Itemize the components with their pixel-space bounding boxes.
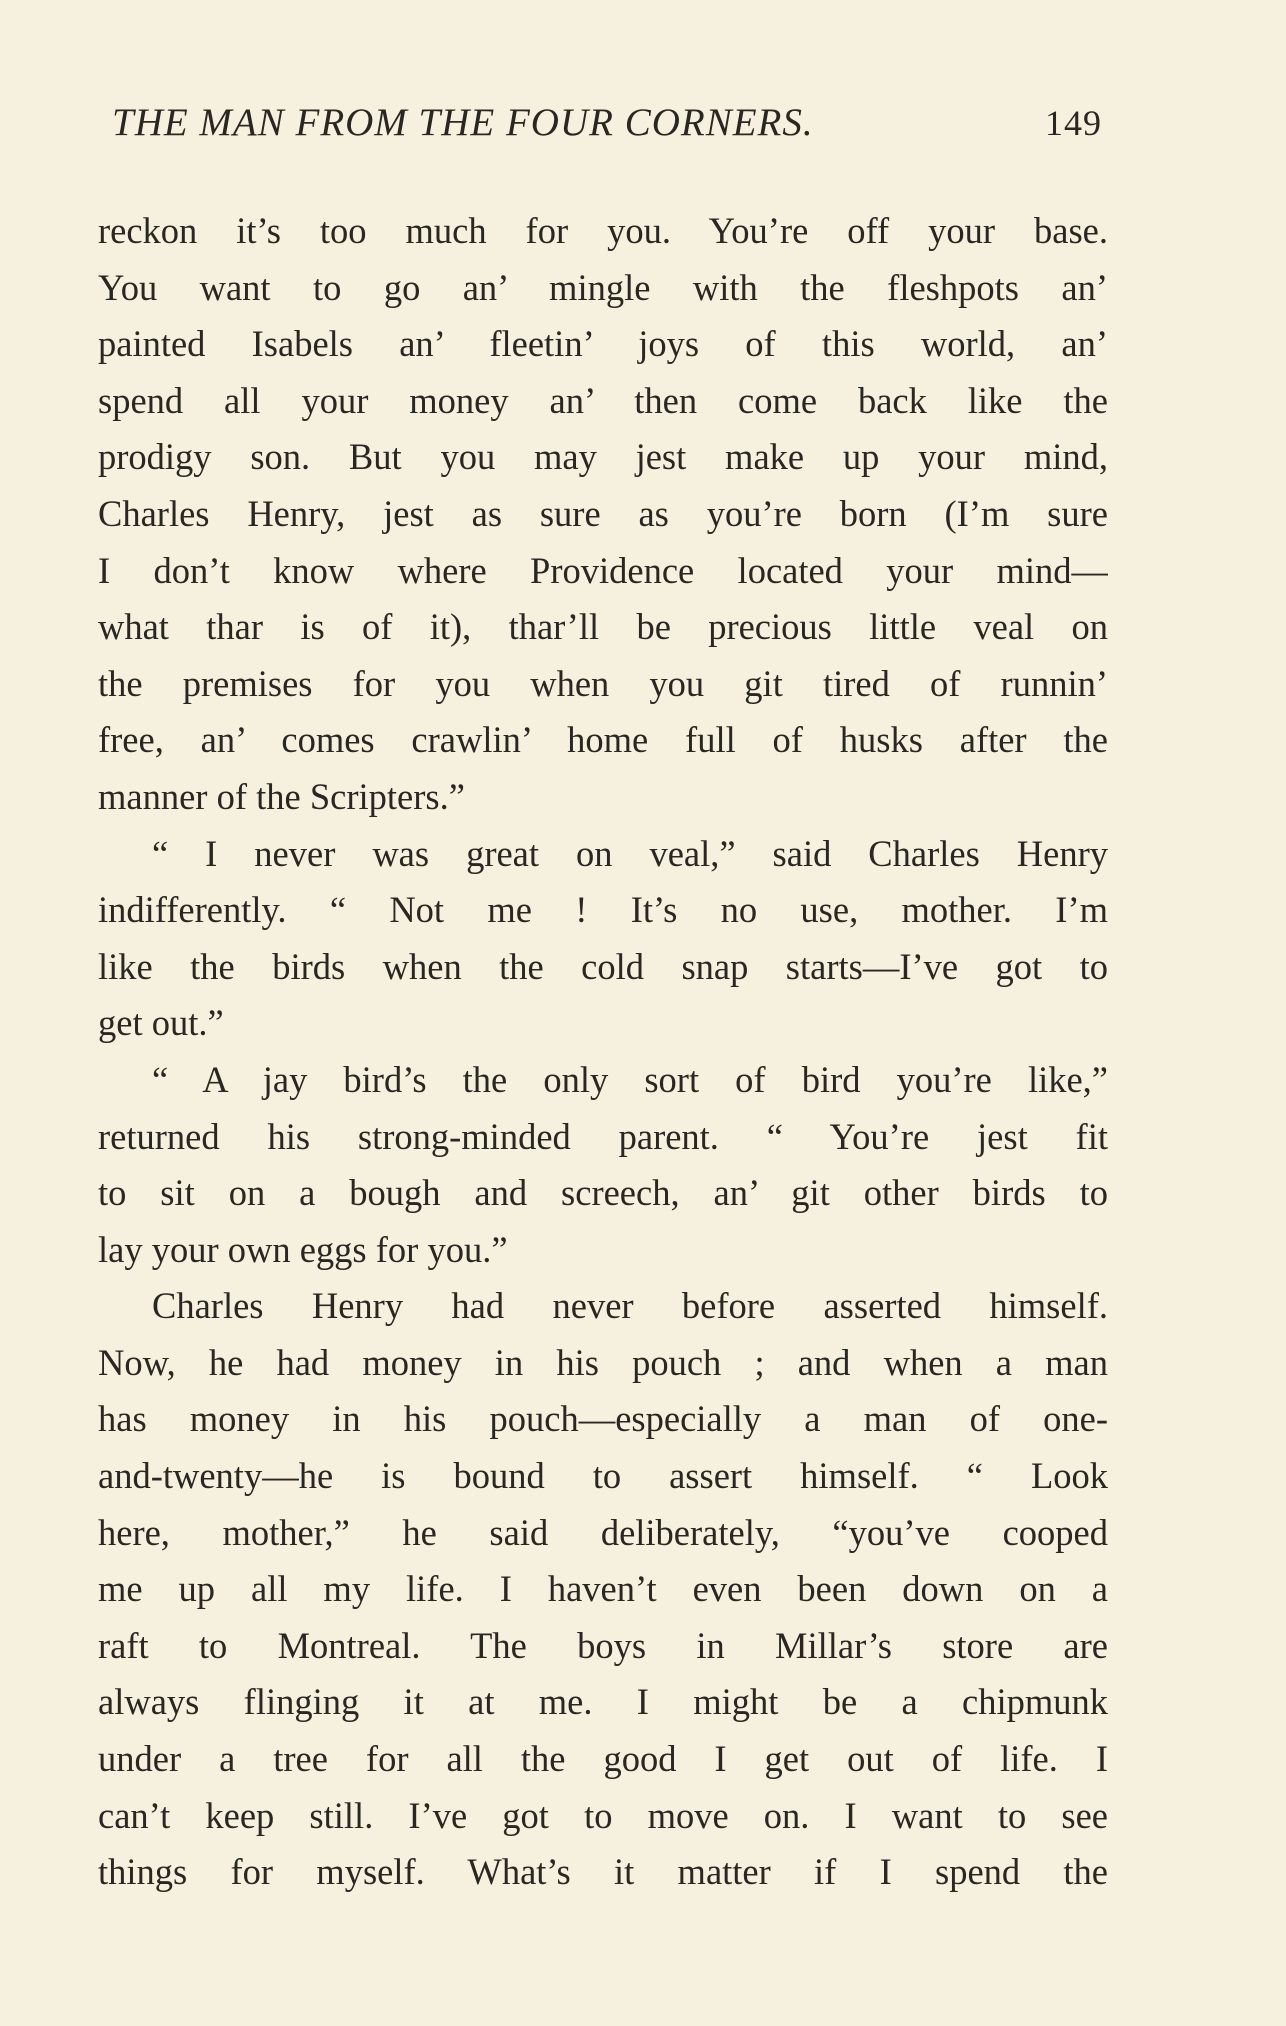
- text-line: reckon it’s too much for you. You’re off your base.: [98, 210, 1108, 251]
- text-line: I don’t know where Providence located your mind—: [98, 549, 1108, 591]
- text-line: to sit on a bough and screech, an’ git other birds to: [98, 1172, 1108, 1214]
- text-line: and-twenty—he is bound to assert himself. “ Look: [98, 1455, 1108, 1497]
- text-line: what thar is of it), thar’ll be precious little veal on: [98, 606, 1108, 648]
- running-title: THE MAN FROM THE FOUR CORNERS.: [112, 101, 814, 144]
- text-line: painted Isabels an’ fleetin’ joys of this world, an’: [98, 323, 1108, 365]
- text-line: manner of the Scripters.”: [98, 775, 465, 817]
- text-line: prodigy son. But you may jest make up your mind,: [98, 436, 1108, 478]
- text-line: spend all your money an’ then come back like the: [98, 379, 1108, 421]
- text-line: free, an’ comes crawlin’ home full of husks after the: [98, 719, 1108, 761]
- text-line: lay your own eggs for you.”: [98, 1228, 508, 1270]
- text-line: always flinging it at me. I might be a chipmunk: [98, 1681, 1108, 1723]
- text-line: “ I never was great on veal,” said Charles Henry: [152, 832, 1108, 874]
- text-line: returned his strong-minded parent. “ You’re jest fit: [98, 1115, 1108, 1157]
- text-line: the premises for you when you git tired of runnin’: [98, 662, 1108, 704]
- body-text: [98, 203, 1108, 1901]
- text-line: indifferently. “ Not me ! It’s no use, mother. I’m: [98, 889, 1108, 931]
- text-line: Charles Henry, jest as sure as you’re born (I’m sure: [98, 492, 1108, 534]
- text-line: You want to go an’ mingle with the fleshpots an’: [98, 266, 1108, 308]
- text-line: Charles Henry had never before asserted himself.: [152, 1285, 1108, 1327]
- running-head: [98, 100, 1102, 160]
- text-line: under a tree for all the good I get out of life. I: [98, 1738, 1108, 1780]
- text-line: me up all my life. I haven’t even been down on a: [98, 1568, 1108, 1610]
- page-number: 149: [1045, 103, 1102, 143]
- text-line: Now, he had money in his pouch ; and when a man: [98, 1341, 1108, 1383]
- text-line: here, mother,” he said deliberately, “you’ve cooped: [98, 1511, 1108, 1553]
- text-line: get out.”: [98, 1002, 224, 1044]
- text-line: has money in his pouch—especially a man of one-: [98, 1398, 1108, 1440]
- text-line: can’t keep still. I’ve got to move on. I want to see: [98, 1794, 1108, 1836]
- text-line: “ A jay bird’s the only sort of bird you’re like,”: [152, 1058, 1108, 1100]
- text-line: like the birds when the cold snap starts—I’ve got to: [98, 945, 1108, 987]
- text-line: raft to Montreal. The boys in Millar’s store are: [98, 1624, 1108, 1666]
- text-line: things for myself. What’s it matter if I spend the: [98, 1851, 1108, 1893]
